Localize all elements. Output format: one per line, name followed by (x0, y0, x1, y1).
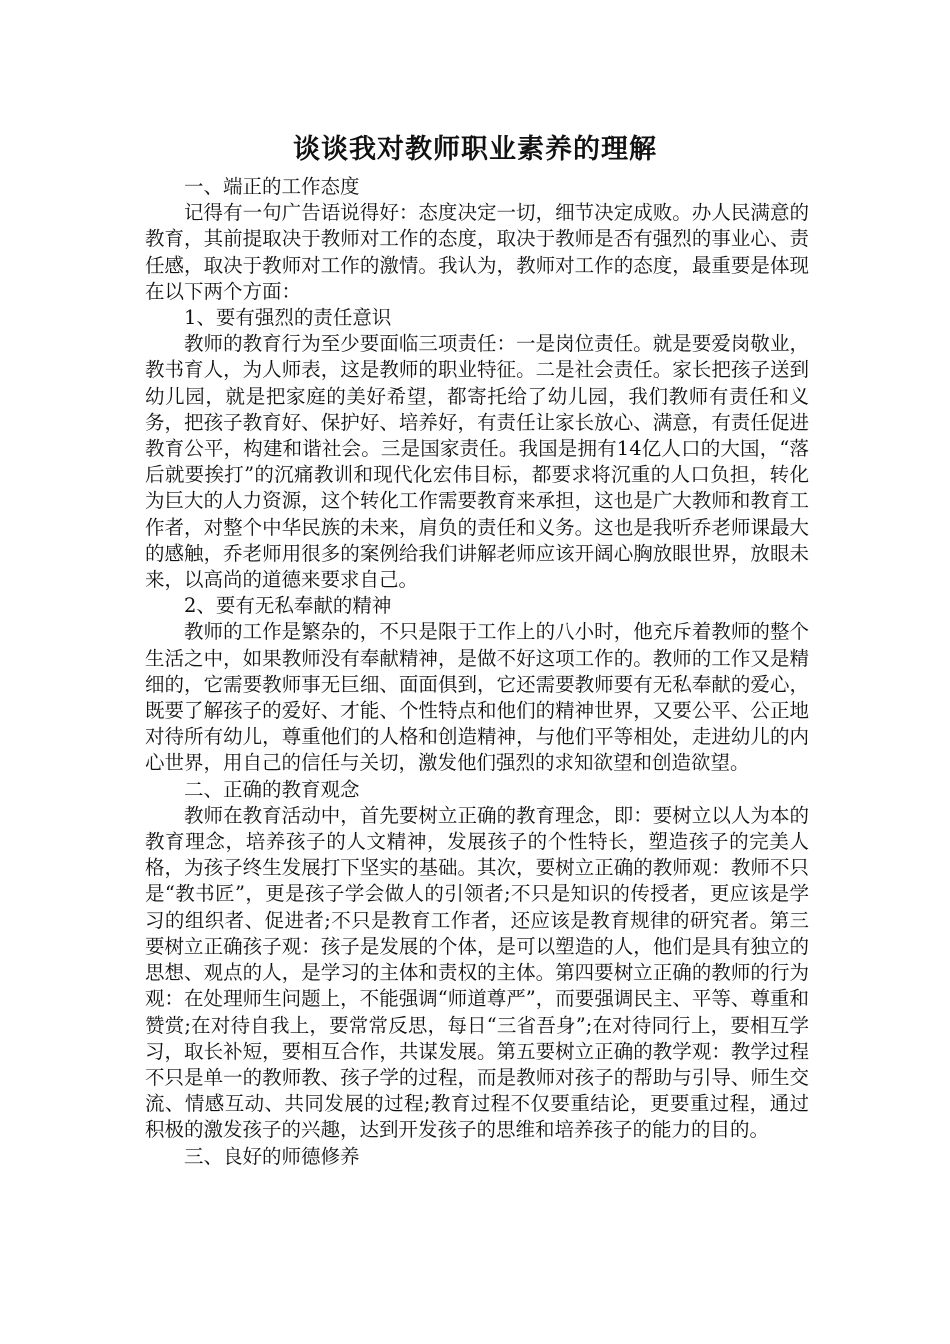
subsection-heading-responsibility: 1、要有强烈的责任意识 (184, 306, 392, 330)
paragraph-responsibility: 教师的教育行为至少要面临三项责任：一是岗位责任。就是要爱岗敬业，教书育人，为人师表，这是教师的职业特征。二是社会责任。家长把孩子送到幼儿园，就是把家庭的美好希望，都寄托给了幼儿园，我们教师有责任和义务，把孩子教育好、保护好、培养好，有责任让家长放心、满意，有责任促进教育公平，构建和谐社会。三是国家责任。我国是拥有14亿人口的大国，“落后就要挨打”的沉痛教训和现代化宏伟目标，都要求将沉重的人口负担，转化为巨大的人力资源，这个转化工作需要教育来承担，这也是广大教师和教育工作者，对整个中华民族的未来，肩负的责任和义务。这也是我听乔老师课最大的感触，乔老师用很多的案例给我们讲解老师应该开阔心胸放眼世界，放眼未来，以高尚的道德来要求自己。 (145, 332, 809, 592)
section-heading-3: 三、良好的师德修养 (184, 1144, 360, 1168)
paragraph-attitude-intro: 记得有一句广告语说得好：态度决定一切，细节决定成败。办人民满意的教育，其前提取决于教师对工作的态度，取决于教师是否有强烈的事业心、责任感，取决于教师对工作的激情。我认为，教师对工作的态度，最重要是体现在以下两个方面： (145, 201, 809, 303)
section-heading-2: 二、正确的教育观念 (184, 777, 360, 801)
paragraph-education-concepts: 教师在教育活动中，首先要树立正确的教育理念，即：要树立以人为本的教育理念，培养孩子的人文精神，发展孩子的个性特长，塑造孩子的完美人格，为孩子终生发展打下坚实的基础。其次，要树立正确的教师观：教师不只是“教书匠”，更是孩子学会做人的引领者;不只是知识的传授者，更应该是学习的组织者、促进者;不只是教育工作者，还应该是教育规律的研究者。第三要树立正确孩子观：孩子是发展的个体，是可以塑造的人，他们是具有独立的思想、观点的人，是学习的主体和责权的主体。第四要树立正确的教师的行为观：在处理师生问题上，不能强调“师道尊严”，而要强调民主、平等、尊重和赞赏;在对待自我上，要常常反思，每日“三省吾身”;在对待同行上，要相互学习，取长补短，要相互合作，共谋发展。第五要树立正确的教学观：教学过程不只是单一的教师教、孩子学的过程，而是教师对孩子的帮助与引导、师生交流、情感互动、共同发展的过程;教育过程不仅要重结论，更要重过程，通过积极的激发孩子的兴趣，达到开发孩子的思维和培养孩子的能力的目的。 (145, 803, 809, 1142)
document-body (145, 174, 809, 1170)
subsection-heading-dedication: 2、要有无私奉献的精神 (184, 594, 392, 618)
paragraph-dedication: 教师的工作是繁杂的，不只是限于工作上的八小时，他充斥着教师的整个生活之中，如果教师没有奉献精神，是做不好这项工作的。教师的工作又是精细的，它需要教师事无巨细、面面俱到，它还需要教师要有无私奉献的爱心，既要了解孩子的爱好、才能、个性特点和他们的精神世界，又要公平、公正地对待所有幼儿，尊重他们的人格和创造精神，与他们平等相处，走进幼儿的内心世界，用自己的信任与关切，激发他们强烈的求知欲望和创造欲望。 (145, 620, 809, 775)
section-heading-1: 一、端正的工作态度 (184, 175, 360, 198)
document-title: 谈谈我对教师职业素养的理解 (293, 134, 657, 165)
